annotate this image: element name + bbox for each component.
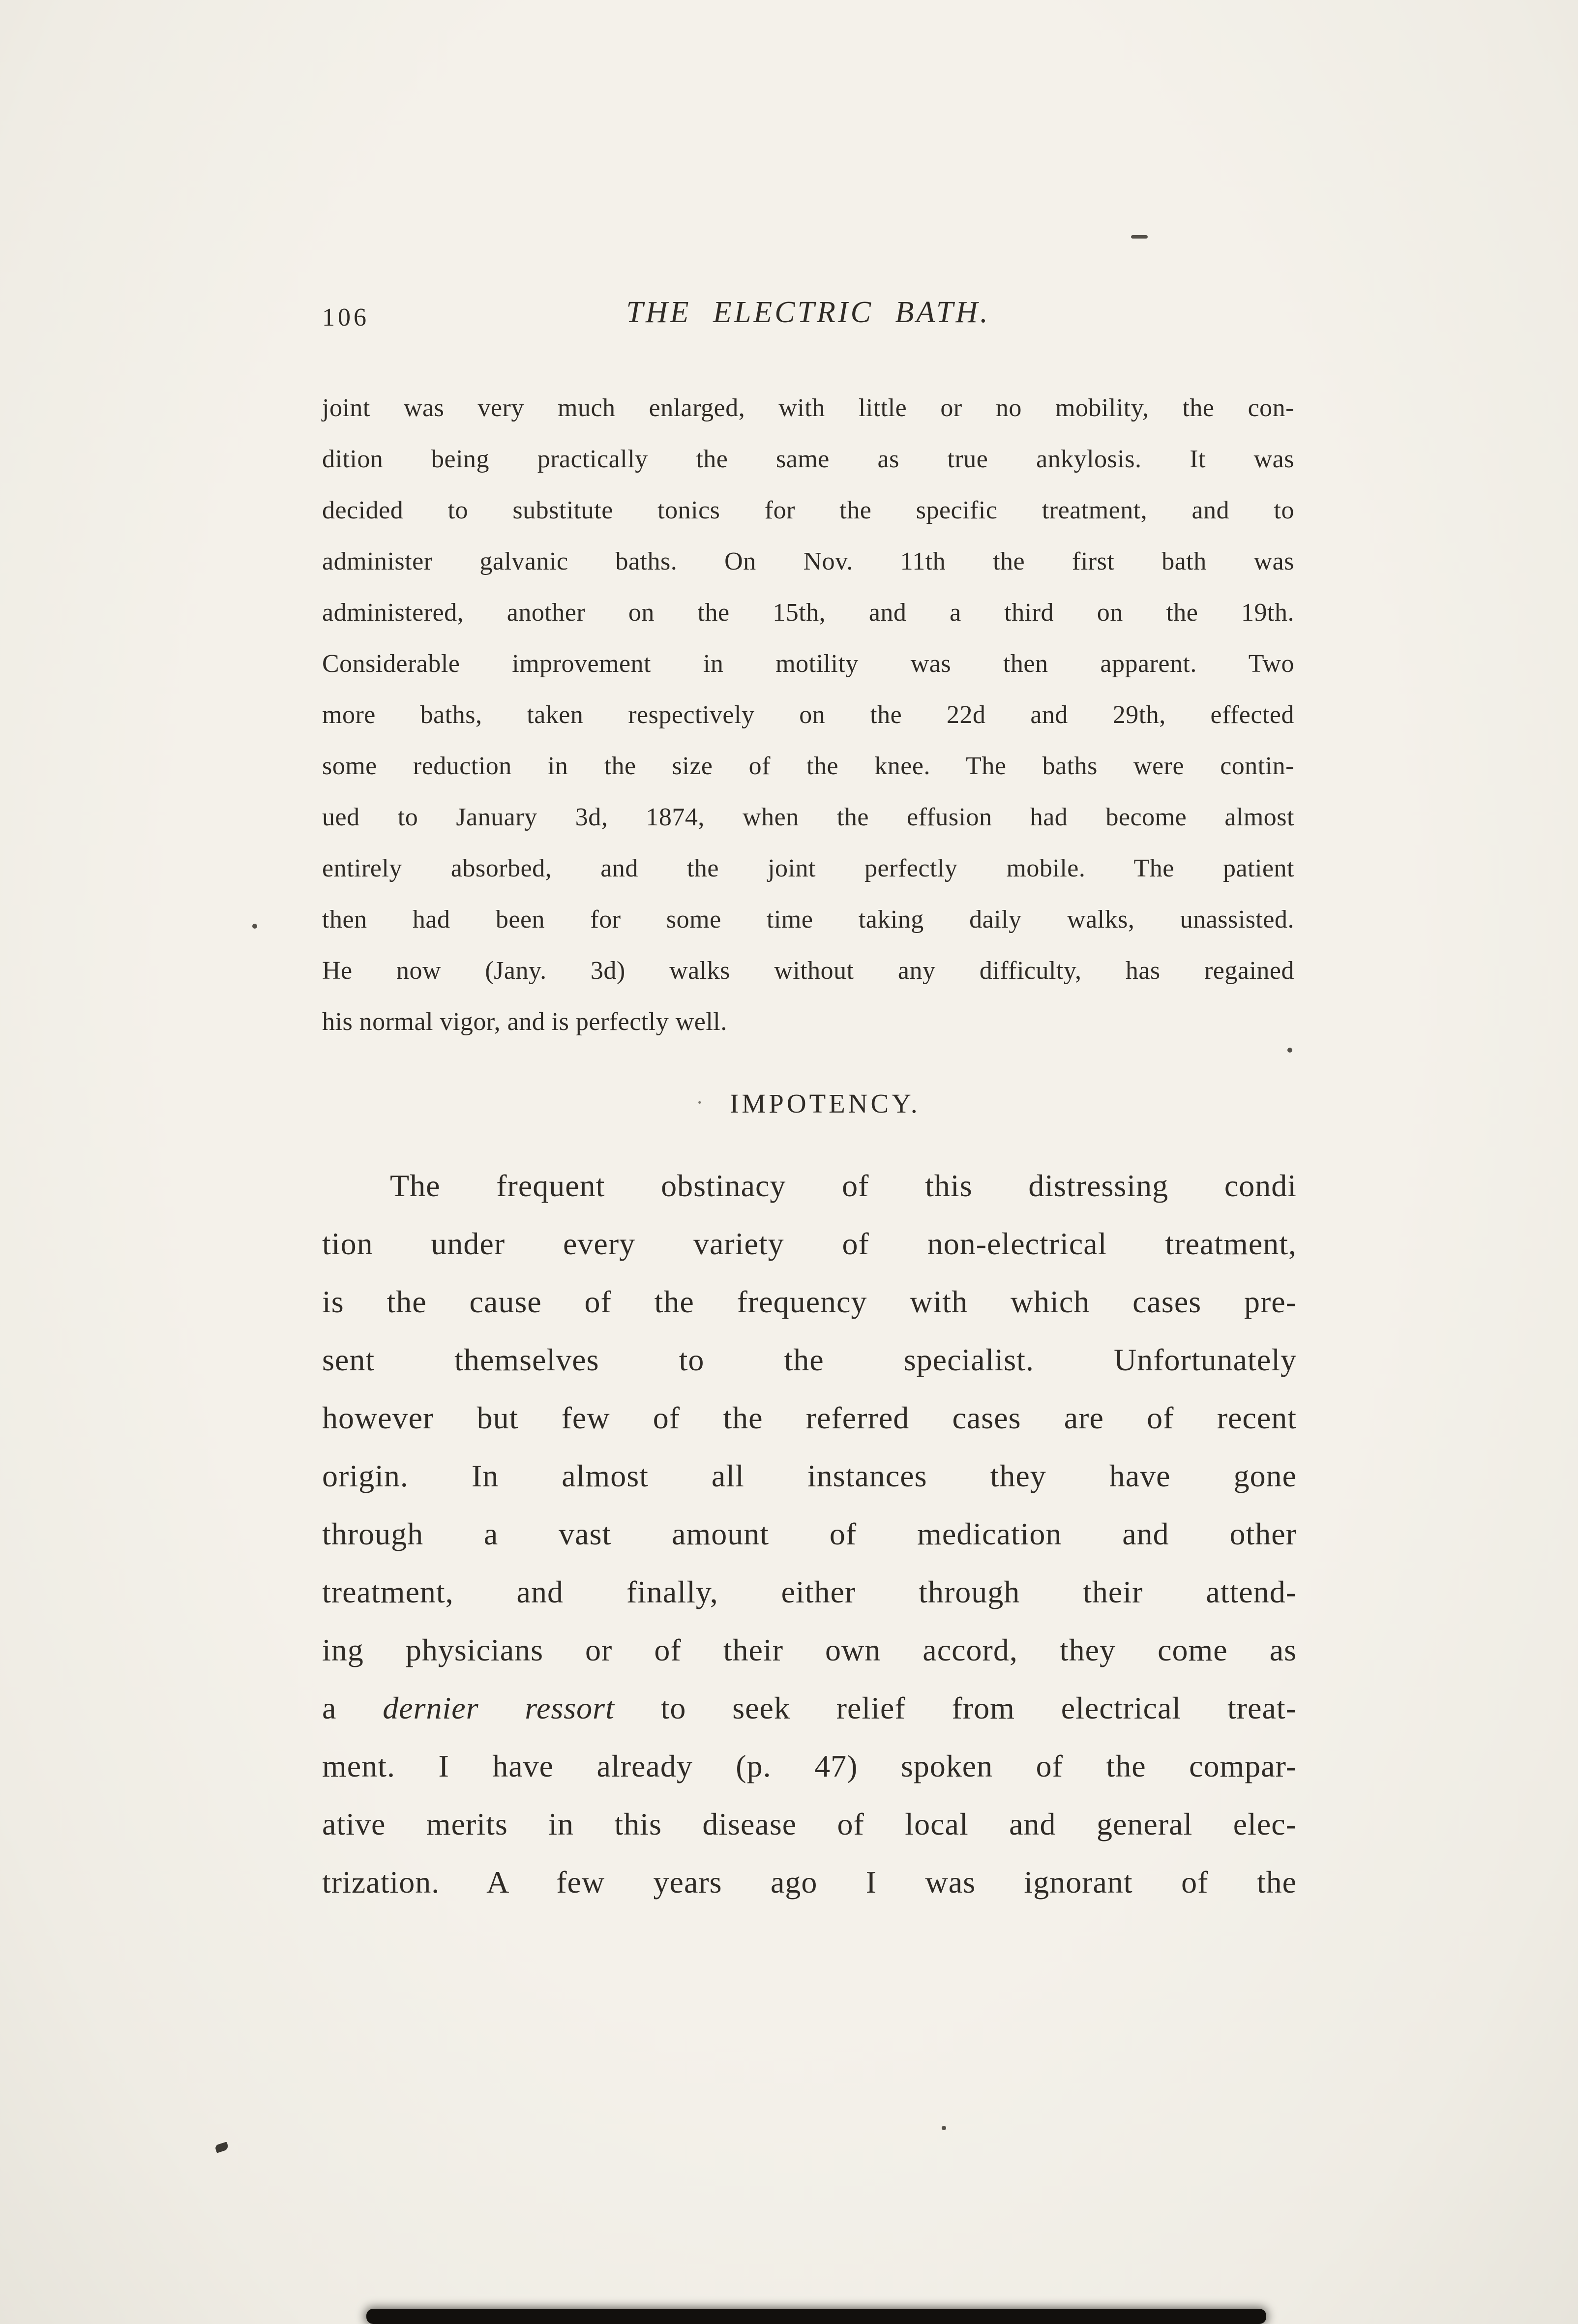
text-line: The frequent obstinacy of this distressing condi — [390, 1168, 1297, 1203]
text-line: origin. In almost all instances they have gone — [322, 1458, 1297, 1493]
text-line: however but few of the referred cases are of recent — [322, 1400, 1297, 1435]
text-line: treatment, and finally, either through their attend- — [322, 1574, 1297, 1609]
text-line-with-italic — [322, 1679, 1297, 1737]
text-line: is the cause of the frequency with which cases pre- — [322, 1284, 1297, 1319]
scan-artifact-dash — [1131, 235, 1148, 239]
text-line: then had been for some time taking daily walks, unassisted. — [322, 905, 1294, 934]
text-line: Considerable improvement in motility was then apparent. Two — [322, 650, 1294, 678]
text-line: ment. I have already (p. 47) spoken of the compar- — [322, 1749, 1297, 1783]
text-line: more baths, taken respectively on the 22d and 29th, effected — [322, 701, 1294, 729]
impotency-paragraph — [322, 1157, 1297, 1911]
scan-edge-shadow — [366, 2309, 1266, 2324]
text-line: through a vast amount of medication and other — [322, 1516, 1297, 1551]
text-line: dition being practically the same as true ankylosis. It was — [322, 445, 1294, 473]
text-line: ued to January 3d, 1874, when the effusion had become almost — [322, 803, 1294, 831]
text-line: administered, another on the 15th, and a third on the 19th. — [322, 599, 1294, 627]
text-line: He now (Jany. 3d) walks without any difficulty, has regained — [322, 957, 1294, 985]
text-segment: a — [322, 1690, 383, 1725]
text-line: administer galvanic baths. On Nov. 11th the first bath was — [322, 547, 1294, 575]
text-line: ative merits in this disease of local and general elec- — [322, 1807, 1297, 1841]
stray-ink-dot: · — [696, 1090, 707, 1115]
text-line: sent themselves to the specialist. Unfortunately — [322, 1342, 1297, 1377]
scan-artifact-dot — [252, 924, 257, 929]
text-line: entirely absorbed, and the joint perfectly mobile. The patient — [322, 854, 1294, 882]
text-line: tion under every variety of non-electrical treatment, — [322, 1226, 1297, 1261]
scan-artifact-mark — [214, 2142, 229, 2153]
scan-artifact-dot — [1287, 1048, 1292, 1053]
text-line: some reduction in the size of the knee. The baths were contin- — [322, 752, 1294, 780]
scan-artifact-dot — [942, 2126, 946, 2130]
text-segment: to seek relief from electrical treat- — [614, 1690, 1297, 1725]
running-title: THE ELECTRIC BATH. — [626, 296, 990, 329]
text-line: decided to substitute tonics for the specific treatment, and to — [322, 496, 1294, 524]
italic-phrase: dernier ressort — [383, 1690, 615, 1725]
text-line: ing physicians or of their own accord, they come as — [322, 1632, 1297, 1667]
text-line: trization. A few years ago I was ignorant of the — [322, 1865, 1297, 1900]
page-number: 106 — [322, 303, 369, 332]
text-line: joint was very much enlarged, with little or no mobility, the con- — [322, 394, 1294, 422]
page-header — [322, 295, 1294, 344]
text-line: his normal vigor, and is perfectly well. — [322, 1008, 727, 1036]
case-report-paragraph — [322, 383, 1294, 1048]
section-heading-text: IMPOTENCY. — [730, 1088, 921, 1118]
section-heading — [322, 1088, 1294, 1119]
